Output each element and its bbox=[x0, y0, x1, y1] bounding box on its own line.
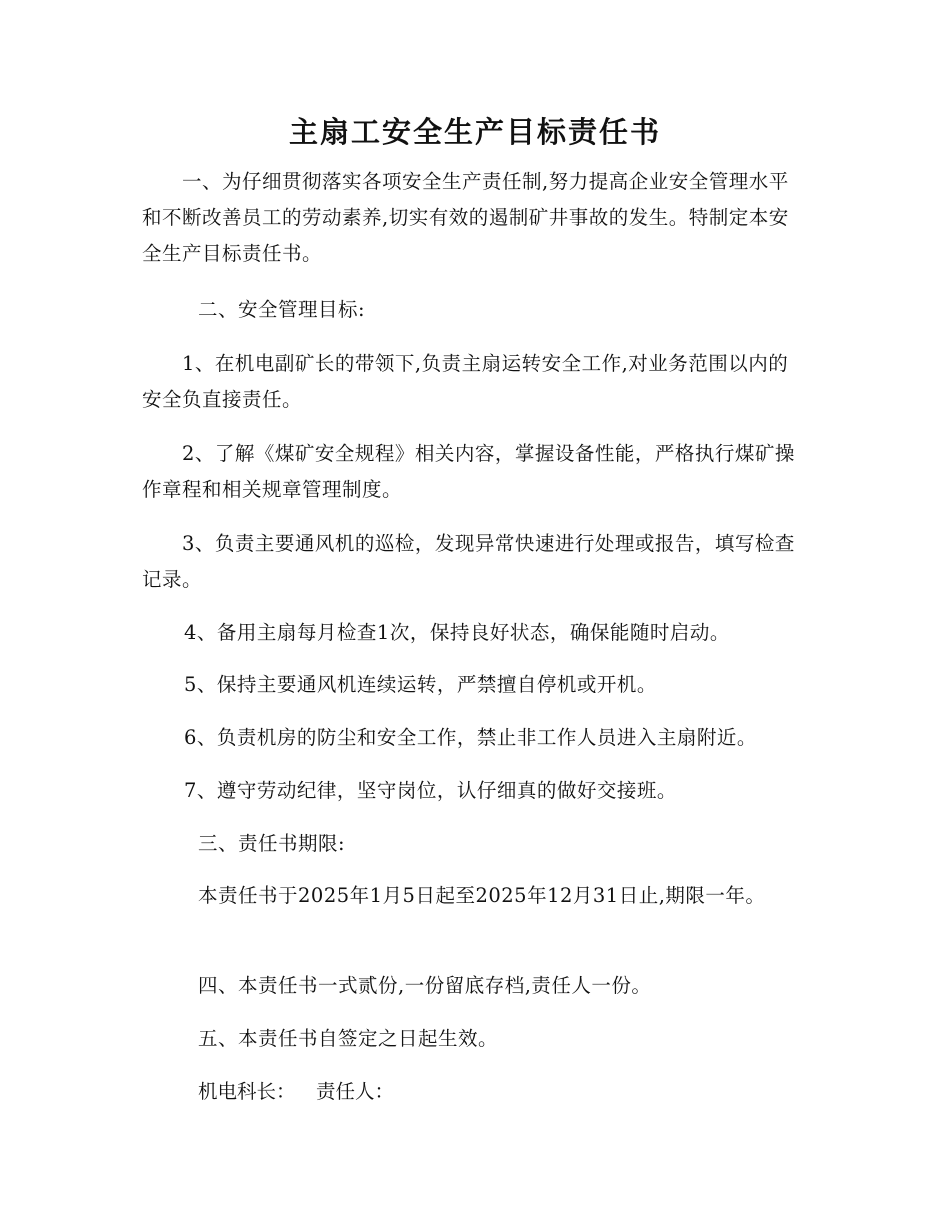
goal-item-4: 4、备用主扇每月检查1次，保持良好状态，确保能随时启动。 bbox=[184, 621, 730, 644]
goal-item-7: 7、遵守劳动纪律，坚守岗位，认仔细真的做好交接班。 bbox=[184, 779, 677, 802]
signature-label-section-chief: 机电科长： bbox=[198, 1080, 296, 1103]
goal-item-1: 1、在机电副矿长的带领下,负责主扇运转安全工作,对业务范围以内的安全负直接责任。 bbox=[142, 352, 789, 411]
signature-label-responsible-person: 责任人： bbox=[316, 1080, 395, 1103]
document-title: 主扇工安全生产目标责任书 bbox=[288, 115, 661, 149]
paragraph-term: 本责任书于2025年1月5日起至2025年12月31日止,期限一年。 bbox=[198, 884, 766, 907]
paragraph-copies: 四、本责任书一式贰份,一份留底存档,责任人一份。 bbox=[198, 974, 652, 997]
goal-item-5: 5、保持主要通风机连续运转，严禁擅自停机或开机。 bbox=[184, 673, 657, 696]
paragraph-purpose: 一、为仔细贯彻落实各项安全生产责任制,努力提高企业安全管理水平和不断改善员工的劳动素养,切实有效的遏制矿井事故的发生。特制定本安全生产目标责任书。 bbox=[142, 170, 789, 265]
goal-item-2: 2、了解《煤矿安全规程》相关内容，掌握设备性能，严格执行煤矿操作章程和相关规章管理制度。 bbox=[142, 442, 795, 501]
goal-item-3: 3、负责主要通风机的巡检，发现异常快速进行处理或报告，填写检查记录。 bbox=[142, 532, 795, 591]
section-heading-goals: 二、安全管理目标: bbox=[198, 298, 366, 321]
goal-item-6: 6、负责机房的防尘和安全工作，禁止非工作人员进入主扇附近。 bbox=[184, 726, 757, 749]
paragraph-effective: 五、本责任书自签定之日起生效。 bbox=[198, 1027, 499, 1050]
section-heading-term: 三、责任书期限: bbox=[198, 832, 346, 855]
